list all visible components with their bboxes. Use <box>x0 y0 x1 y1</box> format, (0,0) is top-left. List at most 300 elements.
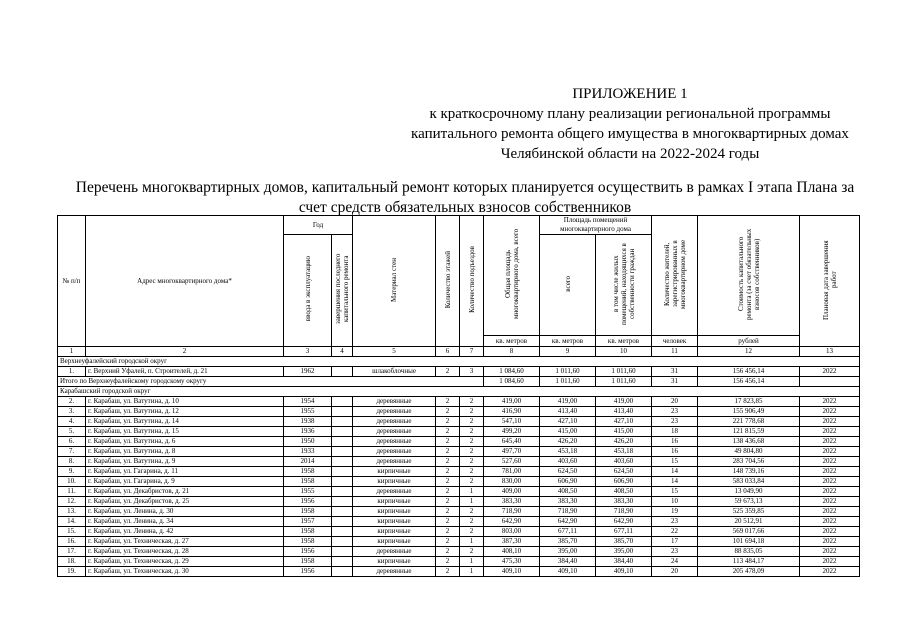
cell-cost: 525 359,85 <box>698 507 800 517</box>
cell-premises-living: 718,90 <box>596 507 652 517</box>
cell-deadline: 2022 <box>800 447 860 457</box>
cell-entrances: 1 <box>460 487 484 497</box>
cell-residents: 24 <box>652 557 698 567</box>
cell-cost: 138 436,68 <box>698 437 800 447</box>
cell-cost: 156 456,14 <box>698 367 800 377</box>
cell-floors: 2 <box>436 507 460 517</box>
cell-entrances: 2 <box>460 407 484 417</box>
appendix-header <box>380 84 880 164</box>
cell-residents: 20 <box>652 567 698 577</box>
cell-address: г. Карабаш, ул. Ватутина, д. 15 <box>86 427 284 437</box>
cell-entrances: 2 <box>460 457 484 467</box>
table-row <box>58 437 860 447</box>
cell-entrances: 2 <box>460 477 484 487</box>
cell-residents: 31 <box>652 367 698 377</box>
col-number: 1 <box>58 347 86 357</box>
cell-premises-total: 408,50 <box>540 487 596 497</box>
table-row <box>58 557 860 567</box>
cell-cost: 148 739,16 <box>698 467 800 477</box>
total-cost: 156 456,14 <box>698 377 800 387</box>
cell-year-built: 1958 <box>284 527 332 537</box>
cell-year-repair <box>332 417 353 427</box>
cell-year-built: 1958 <box>284 477 332 487</box>
unit-total-area: кв. метров <box>484 336 540 347</box>
header-premises-living: в том числе жилых помещений, находящихся в собственности граждан <box>596 235 652 336</box>
cell-premises-total: 718,90 <box>540 507 596 517</box>
cell-entrances: 2 <box>460 517 484 527</box>
cell-deadline: 2022 <box>800 497 860 507</box>
cell-deadline: 2022 <box>800 397 860 407</box>
cell-residents: 23 <box>652 547 698 557</box>
cell-total-area: 497,70 <box>484 447 540 457</box>
cell-total-area: 781,00 <box>484 467 540 477</box>
cell-floors: 2 <box>436 547 460 557</box>
cell-address: г. Карабаш, ул. Ленина, д. 42 <box>86 527 284 537</box>
cell-cost: 13 049,90 <box>698 487 800 497</box>
table-row <box>58 367 860 377</box>
cell-deadline: 2022 <box>800 507 860 517</box>
cell-premises-total: 403,60 <box>540 457 596 467</box>
cell-wall: деревянные <box>353 417 436 427</box>
cell-deadline: 2022 <box>800 557 860 567</box>
cell-deadline: 2022 <box>800 527 860 537</box>
cell-year-repair <box>332 407 353 417</box>
cell-num: 18. <box>58 557 86 567</box>
cell-num: 2. <box>58 397 86 407</box>
cell-floors: 2 <box>436 437 460 447</box>
cell-total-area: 419,00 <box>484 397 540 407</box>
cell-address: г. Карабаш, ул. Гагарина, д. 11 <box>86 467 284 477</box>
cell-total-area: 475,30 <box>484 557 540 567</box>
col-number: 3 <box>284 347 332 357</box>
cell-year-built: 1958 <box>284 467 332 477</box>
cell-premises-living: 403,60 <box>596 457 652 467</box>
cell-year-built: 1956 <box>284 547 332 557</box>
cell-floors: 2 <box>436 467 460 477</box>
cell-residents: 16 <box>652 447 698 457</box>
cell-residents: 19 <box>652 507 698 517</box>
cell-year-repair <box>332 497 353 507</box>
section-title: Карабашский городской округ <box>58 387 860 397</box>
cell-premises-living: 419,00 <box>596 397 652 407</box>
cell-floors: 2 <box>436 367 460 377</box>
cell-wall: кирпичные <box>353 517 436 527</box>
cell-num: 1. <box>58 367 86 377</box>
cell-cost: 121 815,59 <box>698 427 800 437</box>
section-row <box>58 387 860 397</box>
cell-premises-total: 426,20 <box>540 437 596 447</box>
cell-total-area: 642,90 <box>484 517 540 527</box>
cell-entrances: 2 <box>460 527 484 537</box>
cell-cost: 155 906,49 <box>698 407 800 417</box>
cell-num: 8. <box>58 457 86 467</box>
cell-deadline: 2022 <box>800 367 860 377</box>
cell-wall: деревянные <box>353 447 436 457</box>
cell-premises-total: 395,00 <box>540 547 596 557</box>
cell-year-built: 1956 <box>284 567 332 577</box>
cell-floors: 2 <box>436 557 460 567</box>
total-area: 1 084,60 <box>484 377 540 387</box>
cell-premises-living: 1 011,60 <box>596 367 652 377</box>
cell-cost: 59 673,13 <box>698 497 800 507</box>
cell-total-area: 803,00 <box>484 527 540 537</box>
cell-premises-living: 415,00 <box>596 427 652 437</box>
cell-residents: 23 <box>652 417 698 427</box>
table-row <box>58 477 860 487</box>
cell-total-area: 1 084,60 <box>484 367 540 377</box>
cell-wall: кирпичные <box>353 557 436 567</box>
cell-total-area: 408,10 <box>484 547 540 557</box>
table-row <box>58 527 860 537</box>
cell-total-area: 499,20 <box>484 427 540 437</box>
total-residents: 31 <box>652 377 698 387</box>
cell-deadline: 2022 <box>800 567 860 577</box>
cell-year-built: 1954 <box>284 397 332 407</box>
cell-premises-total: 624,50 <box>540 467 596 477</box>
cell-address: г. Карабаш, ул. Техническая, д. 29 <box>86 557 284 567</box>
col-number: 2 <box>86 347 284 357</box>
header-deadline: Плановая дата завершения работ <box>800 216 860 347</box>
cell-premises-living: 409,10 <box>596 567 652 577</box>
cell-residents: 17 <box>652 537 698 547</box>
cell-year-repair <box>332 537 353 547</box>
cell-total-area: 718,90 <box>484 507 540 517</box>
header-entrances: Количество подъездов <box>460 216 484 347</box>
cell-wall: кирпичные <box>353 467 436 477</box>
cell-address: г. Карабаш, ул. Ватутина, д. 10 <box>86 397 284 407</box>
cell-num: 15. <box>58 527 86 537</box>
cell-address: г. Верхний Уфалей, п. Строителей, д. 21 <box>86 367 284 377</box>
cell-wall: деревянные <box>353 567 436 577</box>
cell-wall: деревянные <box>353 547 436 557</box>
cell-wall: деревянные <box>353 407 436 417</box>
cell-premises-living: 624,50 <box>596 467 652 477</box>
cell-entrances: 2 <box>460 467 484 477</box>
cell-premises-total: 606,90 <box>540 477 596 487</box>
cell-year-built: 1955 <box>284 487 332 497</box>
table-row <box>58 397 860 407</box>
cell-premises-living: 677,11 <box>596 527 652 537</box>
cell-num: 9. <box>58 467 86 477</box>
cell-premises-total: 385,70 <box>540 537 596 547</box>
cell-deadline: 2022 <box>800 437 860 447</box>
cell-cost: 569 017,66 <box>698 527 800 537</box>
cell-residents: 23 <box>652 517 698 527</box>
cell-wall: кирпичные <box>353 497 436 507</box>
total-premises: 1 011,60 <box>540 377 596 387</box>
total-label: Итого по Верхнеуфалейскому городскому округу <box>58 377 484 387</box>
header-num: № п/п <box>58 216 86 347</box>
header-year-repair: завершения последнего капитального ремонта <box>332 235 353 347</box>
cell-premises-living: 385,70 <box>596 537 652 547</box>
cell-floors: 2 <box>436 537 460 547</box>
cell-address: г. Карабаш, ул. Техническая, д. 30 <box>86 567 284 577</box>
cell-year-repair <box>332 517 353 527</box>
cell-total-area: 830,00 <box>484 477 540 487</box>
cell-year-repair <box>332 527 353 537</box>
cell-residents: 15 <box>652 457 698 467</box>
cell-wall: кирпичные <box>353 537 436 547</box>
cell-residents: 14 <box>652 477 698 487</box>
table-row <box>58 427 860 437</box>
cell-residents: 23 <box>652 407 698 417</box>
cell-premises-living: 426,20 <box>596 437 652 447</box>
cell-cost: 88 835,05 <box>698 547 800 557</box>
cell-num: 11. <box>58 487 86 497</box>
table-row <box>58 547 860 557</box>
cell-year-repair <box>332 437 353 447</box>
col-number: 13 <box>800 347 860 357</box>
cell-address: г. Карабаш, ул. Техническая, д. 28 <box>86 547 284 557</box>
appendix-line: к краткосрочному плану реализации региональной программы <box>429 106 831 122</box>
cell-year-repair <box>332 457 353 467</box>
cell-deadline: 2022 <box>800 487 860 497</box>
cell-cost: 49 804,80 <box>698 447 800 457</box>
cell-num: 13. <box>58 507 86 517</box>
cell-premises-living: 413,40 <box>596 407 652 417</box>
cell-address: г. Карабаш, ул. Декабристов, д. 21 <box>86 487 284 497</box>
cell-cost: 205 478,09 <box>698 567 800 577</box>
cell-year-built: 2014 <box>284 457 332 467</box>
table-row <box>58 537 860 547</box>
cell-deadline: 2022 <box>800 417 860 427</box>
table-row <box>58 517 860 527</box>
cell-entrances: 2 <box>460 427 484 437</box>
header-premises-area: Площадь помещений многоквартирного дома <box>540 216 652 235</box>
col-number: 7 <box>460 347 484 357</box>
cell-address: г. Карабаш, ул. Ватутина, д. 12 <box>86 407 284 417</box>
total-row <box>58 377 860 387</box>
cell-address: г. Карабаш, ул. Ленина, д. 30 <box>86 507 284 517</box>
header-wall-material: Материал стен <box>353 216 436 347</box>
total-empty <box>800 377 860 387</box>
cell-entrances: 1 <box>460 537 484 547</box>
cell-floors: 2 <box>436 487 460 497</box>
cell-num: 6. <box>58 437 86 447</box>
cell-floors: 2 <box>436 447 460 457</box>
cell-total-area: 387,30 <box>484 537 540 547</box>
cell-wall: деревянные <box>353 487 436 497</box>
cell-wall: деревянные <box>353 427 436 437</box>
section-row <box>58 357 860 367</box>
appendix-title: ПРИЛОЖЕНИЕ 1 <box>572 86 688 102</box>
cell-year-repair <box>332 547 353 557</box>
cell-cost: 20 512,91 <box>698 517 800 527</box>
cell-wall: кирпичные <box>353 527 436 537</box>
cell-floors: 2 <box>436 567 460 577</box>
col-number: 10 <box>596 347 652 357</box>
cell-year-built: 1950 <box>284 437 332 447</box>
cell-entrances: 2 <box>460 507 484 517</box>
cell-num: 4. <box>58 417 86 427</box>
section-title: Верхнеуфалейский городской округ <box>58 357 860 367</box>
table-row <box>58 417 860 427</box>
cell-premises-living: 427,10 <box>596 417 652 427</box>
cell-entrances: 2 <box>460 397 484 407</box>
cell-wall: кирпичные <box>353 477 436 487</box>
cell-premises-living: 642,90 <box>596 517 652 527</box>
cell-address: г. Карабаш, ул. Ватутина, д. 9 <box>86 457 284 467</box>
appendix-line: капитального ремонта общего имущества в многоквартирных домах <box>411 126 849 142</box>
cell-num: 3. <box>58 407 86 417</box>
cell-num: 10. <box>58 477 86 487</box>
cell-cost: 283 704,56 <box>698 457 800 467</box>
cell-address: г. Карабаш, ул. Декабристов, д. 25 <box>86 497 284 507</box>
cell-year-built: 1958 <box>284 537 332 547</box>
cell-year-built: 1958 <box>284 557 332 567</box>
col-number: 11 <box>652 347 698 357</box>
cell-premises-total: 453,18 <box>540 447 596 457</box>
cell-total-area: 409,10 <box>484 567 540 577</box>
heading-line: счет средств обязательных взносов собственников <box>298 199 632 216</box>
cell-floors: 2 <box>436 407 460 417</box>
cell-deadline: 2022 <box>800 457 860 467</box>
cell-deadline: 2022 <box>800 537 860 547</box>
table-row <box>58 407 860 417</box>
cell-entrances: 2 <box>460 437 484 447</box>
cell-floors: 2 <box>436 497 460 507</box>
cell-premises-total: 415,00 <box>540 427 596 437</box>
cell-address: г. Карабаш, ул. Ватутина, д. 14 <box>86 417 284 427</box>
cell-cost: 221 778,68 <box>698 417 800 427</box>
cell-residents: 15 <box>652 487 698 497</box>
table-row <box>58 487 860 497</box>
cell-cost: 101 694,18 <box>698 537 800 547</box>
cell-residents: 22 <box>652 527 698 537</box>
cell-year-repair <box>332 477 353 487</box>
cell-residents: 18 <box>652 427 698 437</box>
cell-premises-total: 383,30 <box>540 497 596 507</box>
table-row <box>58 497 860 507</box>
cell-cost: 113 484,17 <box>698 557 800 567</box>
cell-premises-living: 395,00 <box>596 547 652 557</box>
cell-floors: 2 <box>436 397 460 407</box>
document-heading <box>50 178 880 218</box>
cell-total-area: 383,30 <box>484 497 540 507</box>
cell-num: 19. <box>58 567 86 577</box>
cell-wall: деревянные <box>353 437 436 447</box>
cell-floors: 2 <box>436 457 460 467</box>
cell-num: 5. <box>58 427 86 437</box>
cell-year-repair <box>332 467 353 477</box>
cell-wall: деревянные <box>353 397 436 407</box>
header-year: Год <box>284 216 353 235</box>
table-row <box>58 507 860 517</box>
header-floors: Количество этажей <box>436 216 460 347</box>
header-residents: Количество жителей, зарегистрированных в многоквартирном доме <box>652 216 698 336</box>
cell-premises-total: 1 011,60 <box>540 367 596 377</box>
appendix-line: Челябинской области на 2022-2024 годы <box>500 146 760 162</box>
cell-entrances: 2 <box>460 547 484 557</box>
col-number: 4 <box>332 347 353 357</box>
cell-residents: 20 <box>652 397 698 407</box>
cell-entrances: 1 <box>460 567 484 577</box>
cell-floors: 2 <box>436 417 460 427</box>
cell-address: г. Карабаш, ул. Ватутина, д. 6 <box>86 437 284 447</box>
cell-wall: деревянные <box>353 457 436 467</box>
column-numbers-row <box>58 347 860 357</box>
cell-year-repair <box>332 397 353 407</box>
cell-deadline: 2022 <box>800 467 860 477</box>
cell-premises-total: 677,11 <box>540 527 596 537</box>
cell-premises-living: 408,50 <box>596 487 652 497</box>
cell-deadline: 2022 <box>800 477 860 487</box>
col-number: 5 <box>353 347 436 357</box>
cell-entrances: 1 <box>460 557 484 567</box>
cell-premises-living: 606,90 <box>596 477 652 487</box>
cell-year-repair <box>332 557 353 567</box>
cell-num: 7. <box>58 447 86 457</box>
cell-num: 16. <box>58 537 86 547</box>
table-row <box>58 457 860 467</box>
col-number: 6 <box>436 347 460 357</box>
header-cost: Стоимость капитального ремонта (за счет обязательных взносов собственников) <box>698 216 800 336</box>
cell-year-repair <box>332 447 353 457</box>
cell-cost: 17 823,85 <box>698 397 800 407</box>
cell-num: 17. <box>58 547 86 557</box>
cell-deadline: 2022 <box>800 407 860 417</box>
header-address: Адрес многоквартирного дома* <box>86 216 284 347</box>
cell-entrances: 3 <box>460 367 484 377</box>
buildings-table <box>57 215 860 577</box>
cell-premises-total: 642,90 <box>540 517 596 527</box>
cell-premises-total: 419,00 <box>540 397 596 407</box>
cell-total-area: 527,60 <box>484 457 540 467</box>
cell-deadline: 2022 <box>800 547 860 557</box>
cell-total-area: 409,00 <box>484 487 540 497</box>
cell-premises-total: 384,40 <box>540 557 596 567</box>
cell-year-built: 1958 <box>284 507 332 517</box>
unit-premises-living: кв. метров <box>596 336 652 347</box>
header-year-built: ввода в эксплуатацию <box>284 235 332 347</box>
cell-floors: 2 <box>436 477 460 487</box>
header-premises-total: всего <box>540 235 596 336</box>
cell-premises-total: 413,40 <box>540 407 596 417</box>
cell-year-built: 1956 <box>284 497 332 507</box>
cell-wall: кирпичные <box>353 507 436 517</box>
cell-total-area: 645,40 <box>484 437 540 447</box>
cell-year-built: 1957 <box>284 517 332 527</box>
cell-year-built: 1955 <box>284 407 332 417</box>
cell-residents: 14 <box>652 467 698 477</box>
cell-entrances: 2 <box>460 417 484 427</box>
table-row <box>58 567 860 577</box>
unit-residents: человек <box>652 336 698 347</box>
cell-deadline: 2022 <box>800 517 860 527</box>
cell-year-repair <box>332 507 353 517</box>
header-total-area: Общая площадь многоквартирного дома, всего <box>484 216 540 336</box>
cell-residents: 16 <box>652 437 698 447</box>
cell-floors: 2 <box>436 427 460 437</box>
table-row <box>58 447 860 457</box>
total-living: 1 011,60 <box>596 377 652 387</box>
cell-year-built: 1962 <box>284 367 332 377</box>
cell-year-built: 1933 <box>284 447 332 457</box>
col-number: 12 <box>698 347 800 357</box>
cell-address: г. Карабаш, ул. Техническая, д. 27 <box>86 537 284 547</box>
cell-year-built: 1938 <box>284 417 332 427</box>
table-row <box>58 467 860 477</box>
unit-cost: рублей <box>698 336 800 347</box>
cell-total-area: 416,90 <box>484 407 540 417</box>
cell-deadline: 2022 <box>800 427 860 437</box>
cell-premises-total: 409,10 <box>540 567 596 577</box>
cell-year-repair <box>332 567 353 577</box>
cell-premises-living: 384,40 <box>596 557 652 567</box>
heading-line: Перечень многоквартирных домов, капитальный ремонт которых планируется осуществить в рамках I этапа Плана за <box>75 179 855 196</box>
cell-residents: 10 <box>652 497 698 507</box>
cell-wall: шлакоблочные <box>353 367 436 377</box>
